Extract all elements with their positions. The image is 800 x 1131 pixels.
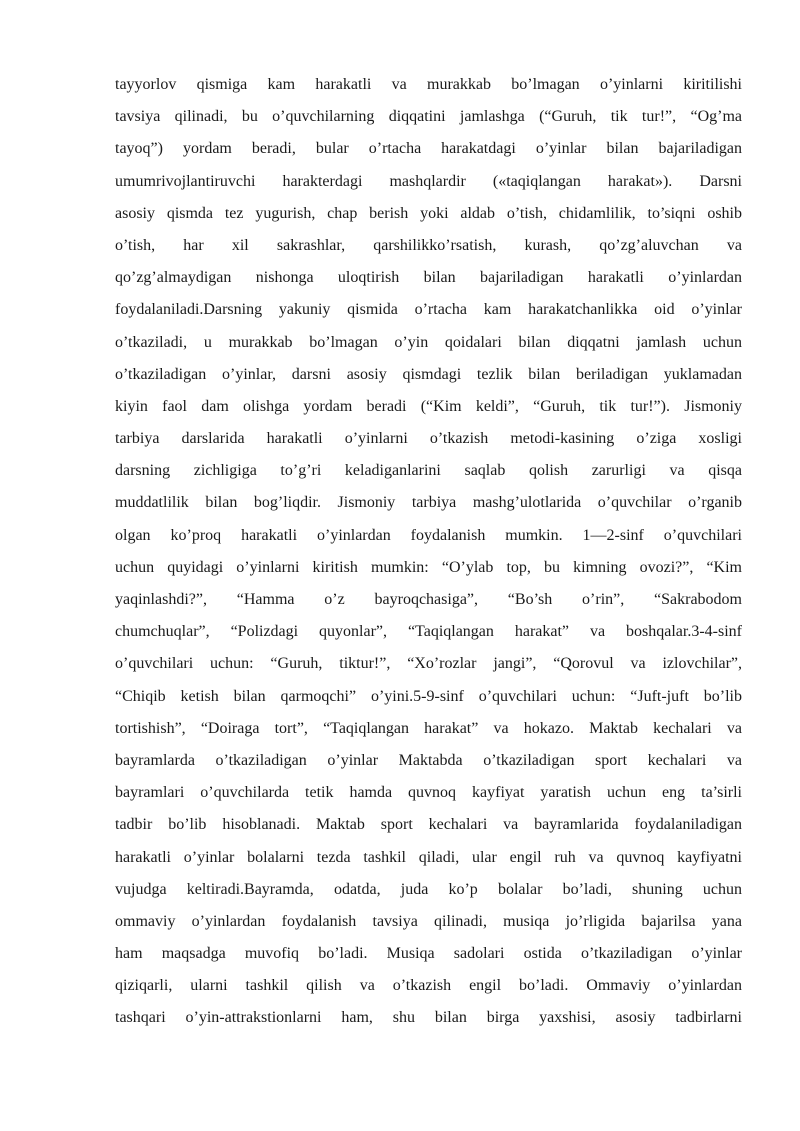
text-line: olgan ko’proq harakatli o’yinlardan foydalanish mumkin. 1—2-sinf o’quvchilari bbox=[115, 526, 742, 544]
text-line: foydalaniladi.Darsning yakuniy qismida o’rtacha kam harakatchanlikka oid o’yinlar bbox=[115, 301, 742, 319]
text-line: qiziqarli, ularni tashkil qilish va o’tkazish engil bo’ladi. Ommaviy o’yinlardan bbox=[115, 977, 742, 995]
text-line: o’tkaziladi, u murakkab bo’lmagan o’yin qoidalari bilan diqqatni jamlash uchun bbox=[115, 333, 742, 351]
text-line: tayyorlov qismiga kam harakatli va murakkab bo’lmagan o’yinlarni kiritilishi bbox=[115, 76, 742, 93]
text-line: bayramlari o’quvchilarda tetik hamda quvnoq kayfiyat yaratish uchun eng ta’sirli bbox=[115, 784, 742, 802]
text-line: tayoq”) yordam beradi, bular o’rtacha harakatdagi o’yinlar bilan bajariladigan bbox=[115, 140, 742, 158]
text-line: o’tish, har xil sakrashlar, qarshilikko’rsatish, kurash, qo’zg’aluvchan va bbox=[115, 236, 742, 254]
text-line: chumchuqlar”, “Polizdagi quyonlar”, “Taqiqlangan harakat” va boshqalar.3-4-sinf bbox=[115, 623, 742, 641]
text-line: tarbiya darslarida harakatli o’yinlarni o’tkazish metodi-kasining o’ziga xosligi bbox=[115, 430, 742, 448]
text-line: o’quvchilari uchun: “Guruh, tiktur!”, “Xo’rozlar jangi”, “Qorovul va izlovchilar”, bbox=[115, 655, 742, 673]
text-line: darsning zichligiga to’g’ri keladiganlarini saqlab qolish zarurligi va qisqa bbox=[115, 462, 742, 480]
text-line: tortishish”, “Doiraga tort”, “Taqiqlangan harakat” va hokazo. Maktab kechalari va bbox=[115, 719, 742, 737]
text-line: tashqari o’yin-attrakstionlarni ham, shu bilan birga yaxshisi, asosiy tadbirlarni bbox=[115, 1009, 742, 1027]
body-paragraph bbox=[115, 69, 742, 1035]
text-line: ham maqsadga muvofiq bo’ladi. Musiqa sadolari ostida o’tkaziladigan o’yinlar bbox=[115, 945, 742, 963]
text-line: ommaviy o’yinlardan foydalanish tavsiya qilinadi, musiqa jo’rligida bajarilsa yana bbox=[115, 912, 742, 930]
text-line: umumrivojlantiruvchi harakterdagi mashqlardir («taqiqlangan harakat»). Darsni bbox=[115, 172, 742, 190]
text-line: yaqinlashdi?”, “Hamma o’z bayroqchasiga”, “Bo’sh o’rin”, “Sakrabodom bbox=[115, 591, 742, 608]
text-line: kiyin faol dam olishga yordam beradi (“Kim keldi”, “Guruh, tik tur!”). Jismoniy bbox=[115, 397, 742, 415]
text-line: tadbir bo’lib hisoblanadi. Maktab sport kechalari va bayramlarida foydalaniladigan bbox=[115, 816, 742, 834]
document-page bbox=[115, 69, 742, 1035]
text-line: qo’zg’almaydigan nishonga uloqtirish bilan bajariladigan harakatli o’yinlardan bbox=[115, 269, 742, 287]
text-line: asosiy qismda tez yugurish, chap berish yoki aldab o’tish, chidamlilik, to’siqni oshib bbox=[115, 204, 742, 222]
text-line: bayramlarda o’tkaziladigan o’yinlar Maktabda o’tkaziladigan sport kechalari va bbox=[115, 751, 742, 769]
text-line: tavsiya qilinadi, bu o’quvchilarning diqqatini jamlashga (“Guruh, tik tur!”, “Og’ma bbox=[115, 108, 742, 126]
text-line: muddatlilik bilan bog’liqdir. Jismoniy tarbiya mashg’ulotlarida o’quvchilar o’rganib bbox=[115, 494, 742, 512]
text-line: harakatli o’yinlar bolalarni tezda tashkil qiladi, ular engil ruh va quvnoq kayfiyatni bbox=[115, 848, 742, 866]
text-line: vujudga keltiradi.Bayramda, odatda, juda ko’p bolalar bo’ladi, shuning uchun bbox=[115, 880, 742, 898]
text-line: “Chiqib ketish bilan qarmoqchi” o’yini.5-9-sinf o’quvchilari uchun: “Juft-juft bo’lib bbox=[115, 687, 742, 705]
text-line: o’tkaziladigan o’yinlar, darsni asosiy qismdagi tezlik bilan beriladigan yuklamadan bbox=[115, 365, 742, 383]
text-line: uchun quyidagi o’yinlarni kiritish mumkin: “O’ylab top, bu kimning ovozi?”, “Kim bbox=[115, 558, 742, 576]
